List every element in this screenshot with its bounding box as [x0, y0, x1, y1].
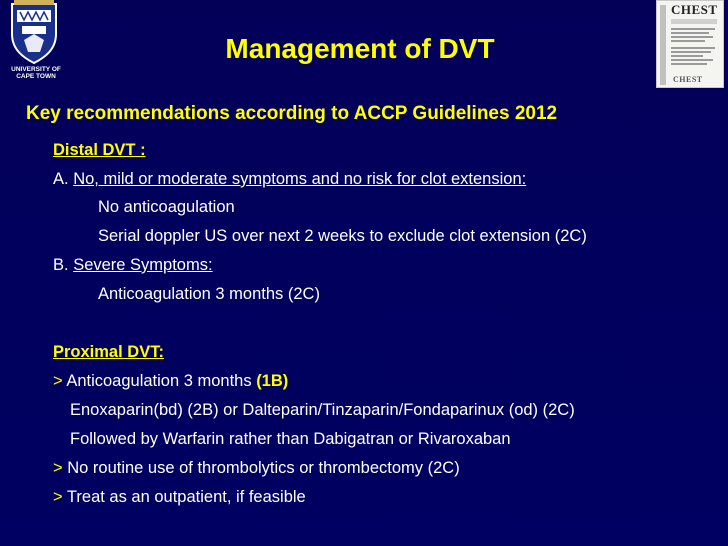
shield-icon	[4, 0, 64, 66]
proximal-item-1: > Anticoagulation 3 months (1B)	[53, 372, 289, 390]
proximal-dvt-heading: Proximal DVT:	[53, 343, 164, 361]
proximal-item-2: > No routine use of thrombolytics or thrombectomy (2C)	[53, 459, 460, 477]
cover-stripe	[660, 5, 666, 85]
chest-journal-cover	[656, 0, 724, 88]
proximal-item-3: > Treat as an outpatient, if feasible	[53, 488, 306, 506]
journal-title: CHEST	[671, 2, 718, 17]
option-b-item-1: Anticoagulation 3 months (2C)	[98, 285, 320, 303]
bullet-arrow-icon: >	[53, 372, 63, 390]
slide-title: Management of DVT	[225, 33, 495, 64]
university-name: UNIVERSITY OF CAPE TOWN	[11, 66, 61, 80]
option-a-item-2: Serial doppler US over next 2 weeks to exclude clot extension (2C)	[98, 227, 587, 245]
university-logo	[4, 0, 64, 86]
bullet-arrow-icon: >	[53, 459, 63, 477]
bullet-arrow-icon: >	[53, 488, 63, 506]
grade-badge: (1B)	[256, 372, 289, 390]
distal-option-a	[53, 169, 526, 189]
proximal-item-1-sub-1: Enoxaparin(bd) (2B) or Dalteparin/Tinzaparin/Fondaparinux (od) (2C)	[70, 401, 575, 419]
distal-option-b	[53, 255, 213, 275]
option-a-label: No, mild or moderate symptoms and no risk for clot extension:	[73, 170, 527, 188]
slide-subtitle: Key recommendations according to ACCP Guidelines 2012	[26, 103, 558, 124]
distal-dvt-heading: Distal DVT :	[53, 141, 146, 159]
option-a-prefix: A.	[53, 170, 74, 188]
option-a-item-1: No anticoagulation	[98, 198, 235, 216]
journal-footer: CHEST	[673, 75, 703, 84]
option-b-prefix: B.	[53, 256, 74, 274]
option-b-label: Severe Symptoms:	[73, 256, 213, 274]
proximal-item-1-sub-2: Followed by Warfarin rather than Dabigatran or Rivaroxaban	[70, 430, 511, 448]
